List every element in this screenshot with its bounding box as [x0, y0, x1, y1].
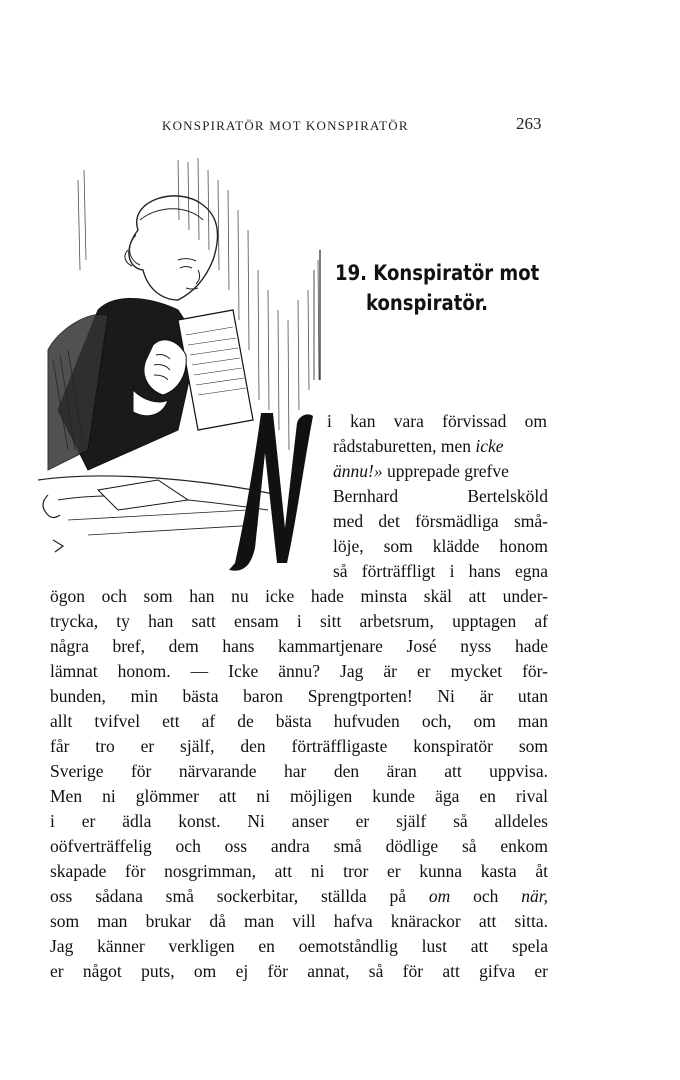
text-line: i kan vara förvissad om — [327, 411, 547, 431]
drop-cap-letter: N — [215, 398, 216, 399]
chapter-title — [335, 258, 541, 318]
text-line: Jag känner verkligen en oemotståndlig lust att spela — [50, 936, 548, 956]
chapter-title-line-1: 19. Konspiratör mot — [335, 261, 540, 285]
text-line: allt tvifvel ett af de bästa hufvuden och, om man — [50, 711, 548, 731]
text-line: Men ni glömmer att ni möjligen kunde äga en rival — [50, 786, 548, 806]
text-line: med det försmädliga små- — [333, 511, 548, 531]
text-line: er något puts, om ej för annat, så för att gifva er — [50, 961, 548, 981]
text-line: bunden, min bästa baron Sprengtporten! Ni är utan — [50, 686, 548, 706]
text-line: i er ädla konst. Ni anser er själf så alldeles — [50, 811, 548, 831]
text-line: trycka, ty han satt ensam i sitt arbetsrum, upptagen af — [50, 611, 548, 631]
text-line: lämnat honom. — Icke ännu? Jag är er mycket för- — [50, 661, 548, 681]
page-number: 263 — [516, 114, 542, 133]
text-line: oss sådana små sockerbitar, ställda på om och när, — [50, 886, 549, 906]
text-line: så förträffligt i hans egna — [333, 561, 548, 581]
text-line: några bref, dem hans kammartjenare José nyss hade — [50, 636, 548, 656]
running-head: KONSPIRATÖR MOT KONSPIRATÖR — [162, 118, 409, 133]
text-line: får tro er själf, den förträffligaste konspiratör som — [50, 736, 548, 756]
text-line: rådstaburetten, men icke — [333, 436, 504, 456]
text-line: Sverige för närvarande har den äran att uppvisa. — [50, 761, 548, 781]
text-line: skapade för nosgrimman, att ni tror er kunna kasta åt — [50, 861, 548, 881]
text-line: oöfverträffelig och oss andra små dödlige så enkom — [50, 836, 548, 856]
text-line: löje, som klädde honom — [333, 536, 548, 556]
text-line: ännu!» upprepade grefve — [333, 461, 509, 481]
text-line: ögon och som han nu icke hade minsta skäl att under- — [50, 586, 548, 606]
text-line: som man brukar då man vill hafva knärackor att sitta. — [50, 911, 548, 931]
text-line: Bernhard Bertelsköld — [333, 486, 548, 506]
drop-cap-n — [215, 398, 325, 578]
chapter-title-line-2: konspiratör. — [365, 291, 488, 315]
